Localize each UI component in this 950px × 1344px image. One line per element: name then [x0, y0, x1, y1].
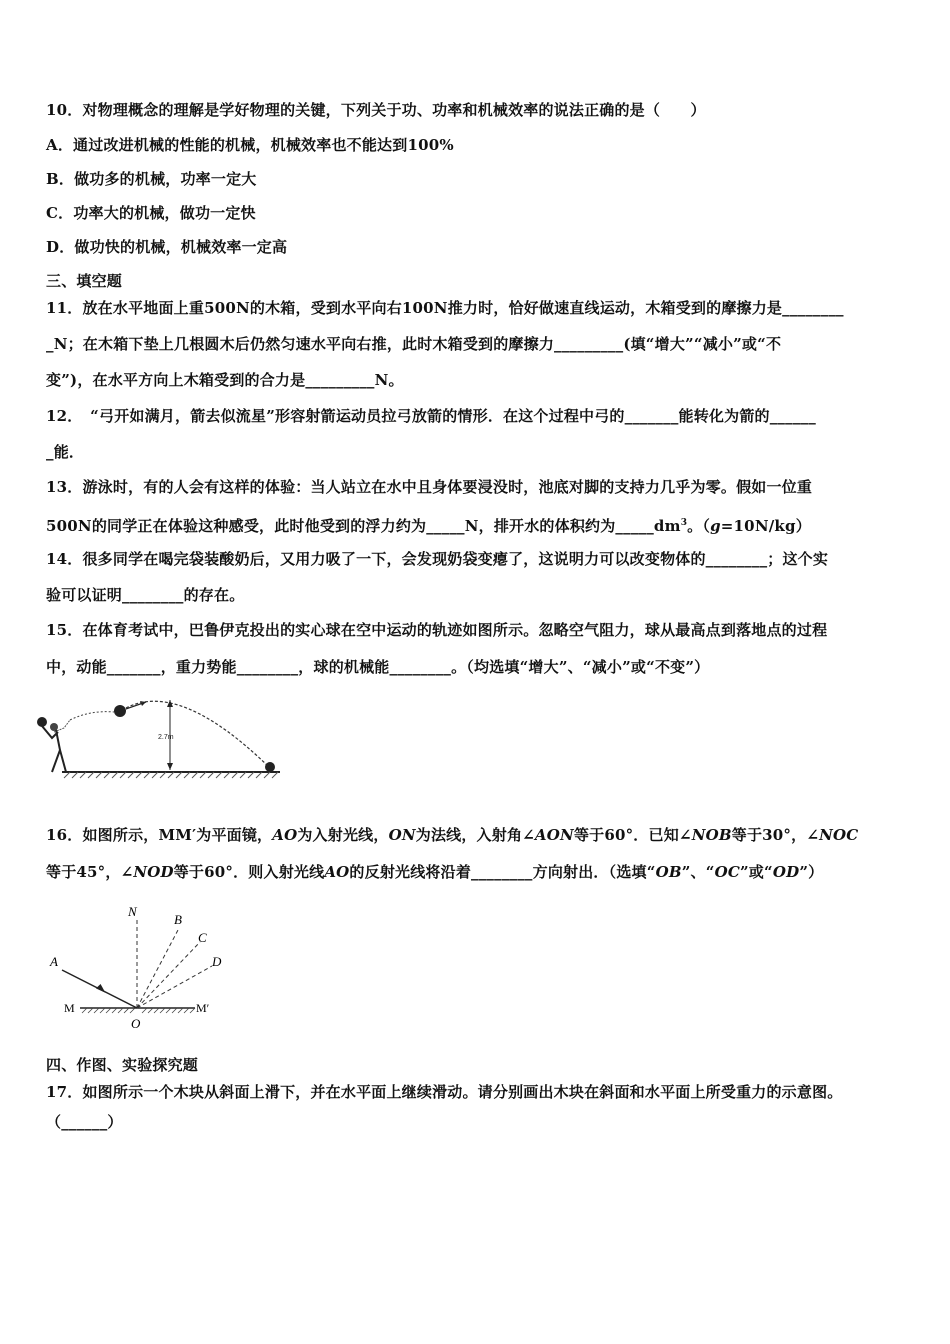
q10-option-b: B．做功多的机械，功率一定大	[46, 170, 257, 188]
ball-landed	[265, 762, 275, 772]
q10-stem: 10．对物理概念的理解是学好物理的关键，下列关于功、功率和机械效率的说法正确的是（ ）	[46, 101, 706, 119]
q16-part-5: 等于30°，∠	[731, 826, 820, 844]
q16-part-1: 16．如图所示，MM′为平面镜，	[46, 826, 273, 844]
q17-line-1: 17．如图所示一个木块从斜面上滑下，并在水平面上继续滑动。请分别画出木块在斜面和水平面上所受重力的示意图。	[46, 1083, 843, 1101]
label-c: C	[198, 930, 207, 945]
label-m: M	[64, 1001, 75, 1015]
shot-put-trajectory-figure	[30, 690, 290, 785]
q11-line-1: 11．放在水平地面上重500N的木箱，受到水平向右100N推力时，恰好做速直线运动，木箱受到的摩擦力是________	[46, 299, 844, 317]
label-n: N	[128, 904, 137, 919]
section-3-heading: 三、填空题	[46, 272, 123, 290]
q13-line-1: 13．游泳时，有的人会有这样的体验：当人站立在水中且身体要浸没时，池底对脚的支持力几乎为零。假如一位重	[46, 478, 813, 496]
q16-nob: NOB	[691, 826, 732, 844]
q16-part-10: ”或“	[739, 863, 773, 881]
q16-part-9: ”、“	[681, 863, 715, 881]
trajectory-curve	[126, 701, 270, 768]
q12-line-1: 12． “弓开如满月，箭去似流星”形容射箭运动员拉弓放箭的情形．在这个过程中弓的_______能转化为箭的______	[46, 407, 816, 425]
q10-option-c: C．功率大的机械，做功一定快	[46, 204, 256, 222]
q10-option-d: D．做功快的机械，机械效率一定高	[46, 238, 288, 256]
q16-oc: OC	[714, 863, 740, 881]
q10-option-a: A．通过改进机械的性能的机械，机械效率也不能达到100%	[46, 136, 454, 154]
q16-part-6: 等于45°，∠	[46, 863, 134, 881]
q14-line-2: 验可以证明________的存在。	[46, 586, 245, 604]
q16-od: OD	[772, 863, 800, 881]
q16-ob: OB	[655, 863, 682, 881]
q16-part-7: 等于60°．则入射光线	[173, 863, 325, 881]
q16-aon: AON	[534, 826, 574, 844]
q14-line-1: 14．很多同学在喝完袋装酸奶后，又用力吸了一下，会发现奶袋变瘪了，这说明力可以改变物体的________；这个实	[46, 550, 829, 568]
ball-in-air	[114, 705, 126, 717]
section-4-heading: 四、作图、实验探究题	[46, 1056, 199, 1074]
label-d: D	[212, 954, 222, 969]
q13-text-c: =10N/kg）	[720, 517, 811, 535]
q16-part-8: 的反射光线将沿着________方向射出．（选填“	[349, 863, 656, 881]
athlete-figure	[37, 717, 70, 772]
q16-ao: AO	[272, 826, 298, 844]
q16-nod: NOD	[133, 863, 174, 881]
height-label: 2.7m	[158, 734, 174, 741]
ray-oc	[137, 942, 200, 1008]
q16-line-2	[46, 862, 823, 882]
mirror-reflection-figure	[40, 900, 240, 1035]
q11-line-3: 变”)，在水平方向上木箱受到的合力是_________N。	[46, 371, 404, 389]
q13-text-a: 500N的同学正在体验这种感受，此时他受到的浮力约为_____N，排开水的体积约为_____dm	[46, 517, 681, 535]
label-m-prime: M′	[196, 1001, 210, 1015]
q16-part-3: 为法线，入射角∠	[415, 826, 535, 844]
q16-part-11: ”）	[799, 863, 824, 881]
q16-line-1	[46, 825, 858, 845]
q13-g-symbol: g	[710, 517, 721, 535]
q13-line-2	[46, 513, 811, 536]
q16-ao-2: AO	[324, 863, 350, 881]
q13-superscript: 3	[680, 518, 688, 528]
q12-line-2: _能．	[46, 443, 85, 461]
q15-line-1: 15．在体育考试中，巴鲁伊克投出的实心球在空中运动的轨迹如图所示。忽略空气阻力，球从最高点到落地点的过程	[46, 621, 828, 639]
label-o: O	[131, 1016, 141, 1031]
label-b: B	[174, 912, 182, 927]
q15-line-2: 中，动能_______，重力势能________，球的机械能________。（均选填“增大”、“减小”或“不变”）	[46, 658, 710, 676]
q17-line-2: （______）	[46, 1113, 123, 1131]
q11-line-2: _N；在木箱下垫上几根圆木后仍然匀速水平向右推，此时木箱受到的摩擦力_________(填“增大”“减小”或“不	[46, 335, 782, 353]
q13-text-b: 。（	[687, 517, 711, 535]
height-arrow-bottom	[167, 763, 173, 770]
launch-path	[70, 712, 114, 720]
q16-part-4: 等于60°．已知∠	[573, 826, 692, 844]
q16-part-2: 为入射光线，	[297, 826, 389, 844]
label-a: A	[50, 954, 58, 969]
q16-noc: NOC	[819, 826, 859, 844]
q16-on: ON	[388, 826, 416, 844]
